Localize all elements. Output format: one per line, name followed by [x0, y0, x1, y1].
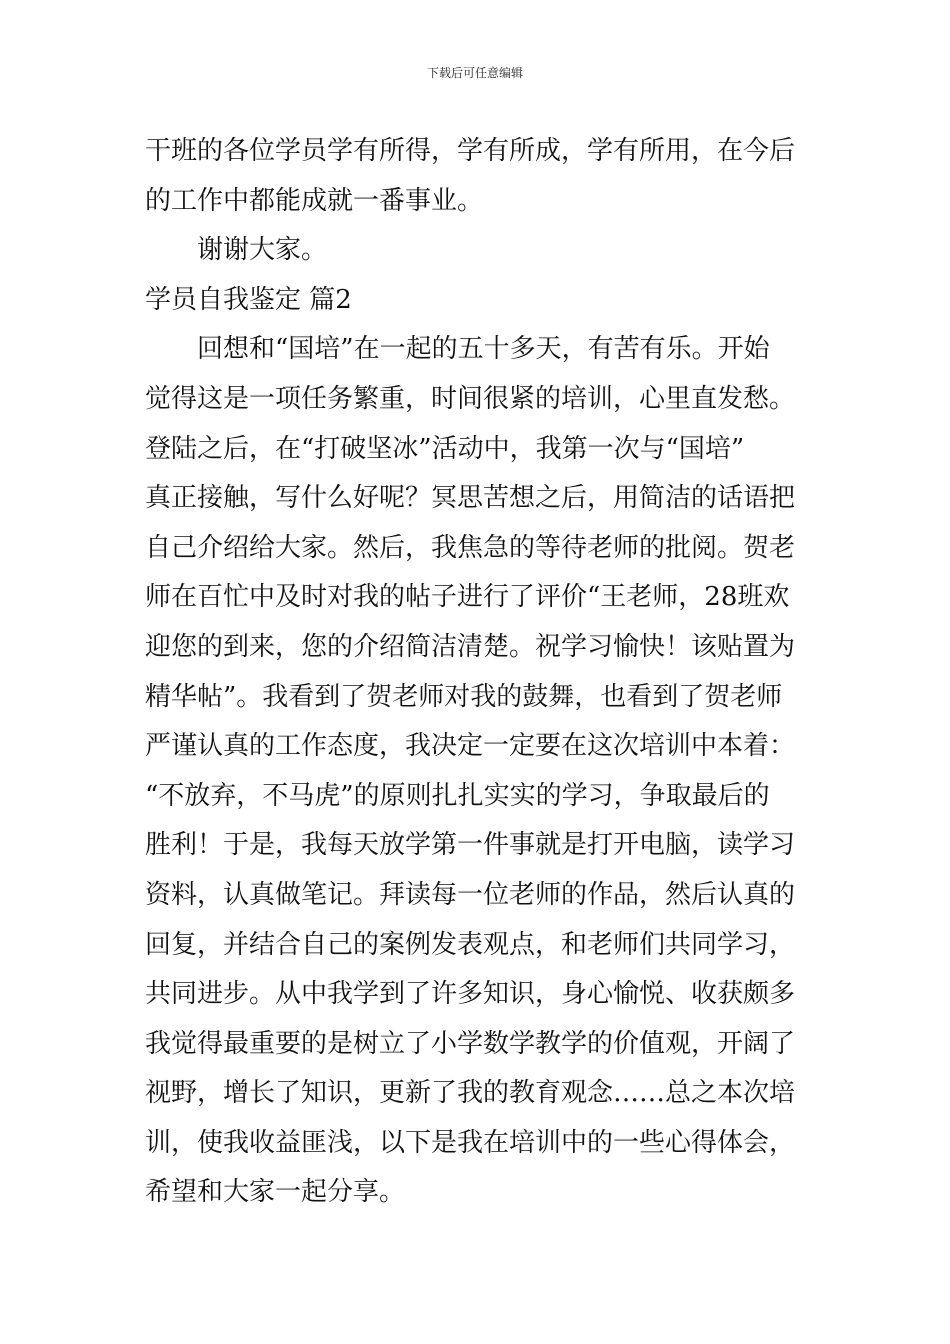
section-title: 学员自我鉴定 篇2 [145, 284, 352, 315]
text-line: 觉得这是一项任务繁重，时间很紧的培训，心里直发愁。 [145, 383, 796, 414]
text-line: 的工作中都能成就一番事业。 [145, 185, 484, 216]
text-line: 严谨认真的工作态度，我决定一定要在这次培训中本着： [145, 731, 796, 762]
text-line: 干班的各位学员学有所得，学有所成，学有所用，在今后 [145, 136, 796, 166]
text-line: “不放弃，不马虎”的原则扎扎实实的学习，争取最后的 [145, 780, 770, 811]
thanks-line: 谢谢大家。 [197, 235, 328, 266]
page-header-note: 下载后可任意编辑 [426, 66, 523, 80]
text-line: 共同进步。从中我学到了许多知识，身心愉悦、收获颇多 [145, 979, 796, 1010]
text-line: 自己介绍给大家。然后，我焦急的等待老师的批阅。贺老 [145, 532, 796, 563]
text-line: 我觉得最重要的是树立了小学数学教学的价值观，开阔了 [145, 1028, 796, 1059]
text-line: 回想和“国培”在一起的五十多天，有苦有乐。开始 [197, 334, 770, 365]
text-line: 师在百忙中及时对我的帖子进行了评价“王老师，28班欢 [145, 582, 790, 613]
text-line: 迎您的到来，您的介绍简洁清楚。祝学习愉快！该贴置为 [145, 631, 796, 662]
text-line: 希望和大家一起分享。 [145, 1177, 406, 1208]
text-line: 资料，认真做笔记。拜读每一位老师的作品，然后认真的 [145, 879, 796, 910]
text-line: 精华帖”。我看到了贺老师对我的鼓舞，也看到了贺老师 [145, 681, 783, 712]
text-line: 训，使我收益匪浅，以下是我在培训中的一些心得体会， [145, 1127, 796, 1158]
document-body [145, 127, 810, 1218]
text-line: 真正接触，写什么好呢？冥思苦想之后，用简洁的话语把 [145, 483, 796, 514]
text-line: 回复，并结合自己的案例发表观点，和老师们共同学习， [145, 929, 796, 960]
text-line: 胜利！于是，我每天放学第一件事就是打开电脑，读学习 [145, 830, 796, 861]
text-line: 登陆之后，在“打破坚冰”活动中，我第一次与“国培” [145, 433, 745, 464]
text-line: 视野，增长了知识，更新了我的教育观念……总之本次培 [145, 1078, 796, 1109]
